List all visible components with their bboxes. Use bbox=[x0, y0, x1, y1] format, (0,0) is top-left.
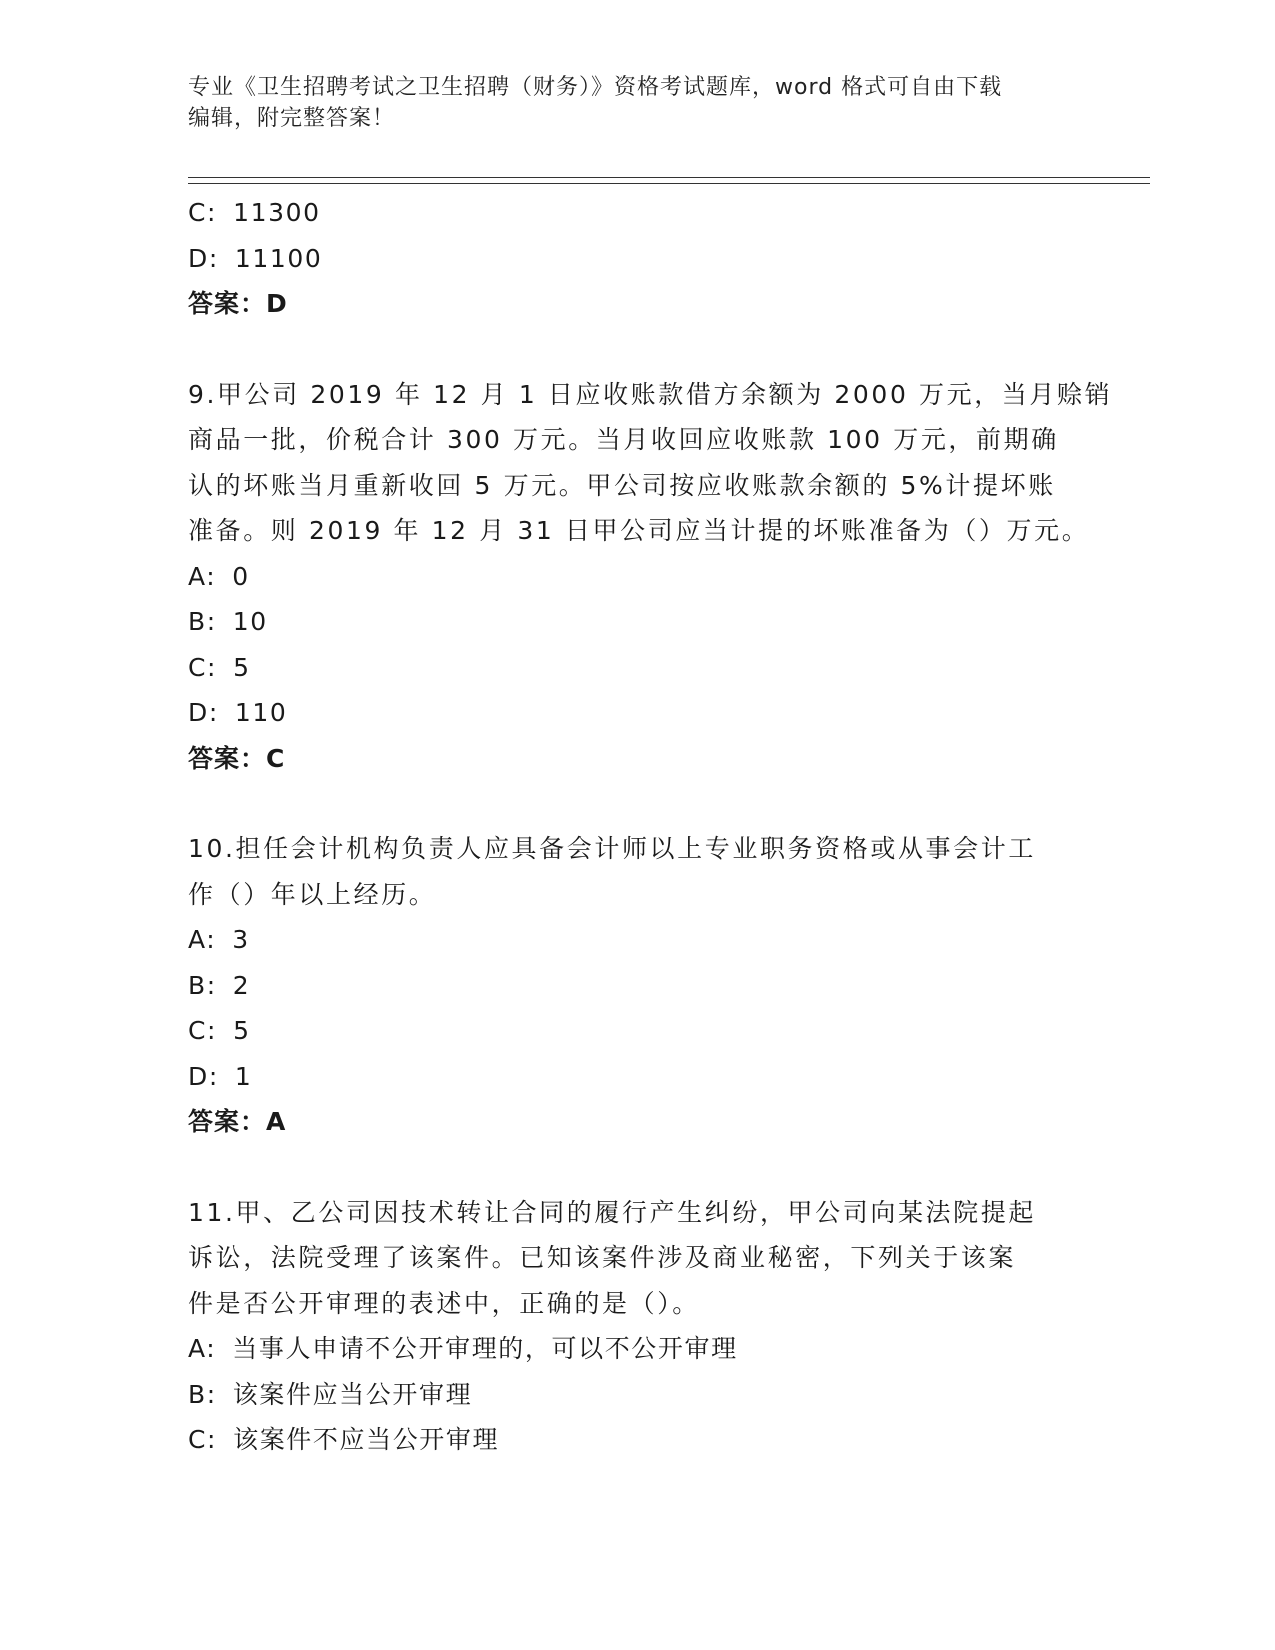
option-d: D: 11100 bbox=[188, 243, 323, 273]
answer-line: 答案：D bbox=[188, 289, 288, 318]
question-content bbox=[188, 190, 1113, 1463]
option-a: A: 0 bbox=[188, 561, 250, 591]
option-c: C: 5 bbox=[188, 1016, 251, 1045]
question-text-line: 10.担任会计机构负责人应具备会计师以上专业职务资格或从事会计工 bbox=[188, 834, 1036, 863]
question-10 bbox=[188, 826, 1088, 1145]
option-b: B: 2 bbox=[188, 970, 251, 1000]
option-a: A: 当事人申请不公开审理的，可以不公开审理 bbox=[188, 1334, 738, 1363]
question-text-line: 件是否公开审理的表述中，正确的是（）。 bbox=[188, 1288, 700, 1318]
question-text-line: 诉讼，法院受理了该案件。已知该案件涉及商业秘密，下列关于该案 bbox=[188, 1243, 1017, 1272]
question-text-line: 9.甲公司 2019 年 12 月 1 日应收账款借方余额为 2000 万元，当月赊销 bbox=[188, 379, 1113, 409]
answer-line: 答案：A bbox=[188, 1107, 287, 1136]
question-9 bbox=[188, 372, 1113, 782]
page-header bbox=[188, 72, 1068, 134]
header-line-2: 编辑，附完整答案！ bbox=[188, 106, 396, 131]
option-b: B: 10 bbox=[188, 607, 268, 636]
header-rule-top bbox=[188, 177, 1150, 178]
option-c: C: 该案件不应当公开审理 bbox=[188, 1425, 500, 1454]
option-c: C: 5 bbox=[188, 652, 251, 682]
question-text-line: 准备。则 2019 年 12 月 31 日甲公司应当计提的坏账准备为（）万元。 bbox=[188, 516, 1090, 545]
option-d: D: 110 bbox=[188, 698, 288, 727]
option-a: A: 3 bbox=[188, 925, 250, 954]
question-11 bbox=[188, 1190, 1088, 1463]
option-c: C: 11300 bbox=[188, 198, 321, 227]
question-text-line: 认的坏账当月重新收回 5 万元。甲公司按应收账款余额的 5%计提坏账 bbox=[188, 470, 1056, 500]
header-line-1: 专业《卫生招聘考试之卫生招聘（财务）》资格考试题库，word 格式可自由下载 bbox=[188, 75, 1003, 100]
question-text-line: 作（）年以上经历。 bbox=[188, 879, 437, 909]
answer-line: 答案：C bbox=[188, 743, 286, 773]
question-text-line: 商品一批，价税合计 300 万元。当月收回应收账款 100 万元，前期确 bbox=[188, 425, 1059, 454]
question-text-line: 11.甲、乙公司因技术转让合同的履行产生纠纷，甲公司向某法院提起 bbox=[188, 1197, 1036, 1227]
option-d: D: 1 bbox=[188, 1061, 253, 1091]
option-b: B: 该案件应当公开审理 bbox=[188, 1379, 473, 1409]
header-rule-bottom bbox=[188, 183, 1150, 184]
prev-question bbox=[188, 190, 1088, 327]
